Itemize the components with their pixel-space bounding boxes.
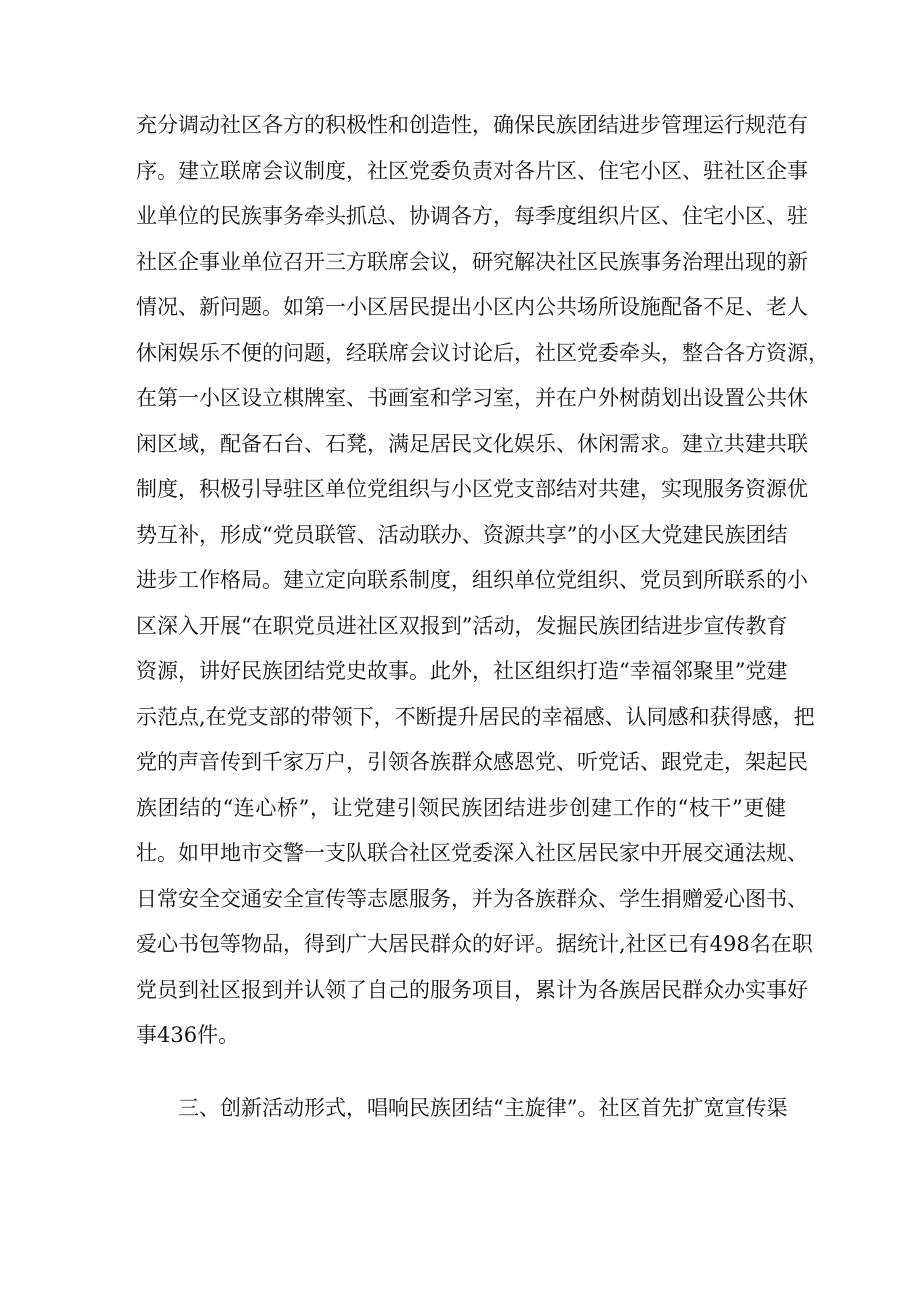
- text-line: 党的声音传到千家万户，引领各族群众感恩党、听党话、跟党走，架起民: [136, 750, 808, 774]
- text-line: 党员到社区报到并认领了自己的服务项目，累计为各族居民群众办实事好: [136, 977, 808, 1002]
- text-line: 进步工作格局。建立定向联系制度，组织单位党组织、党员到所联系的小: [136, 568, 808, 592]
- text-line: 资源，讲好民族团结党史故事。此外，社区组织打造“幸福邻聚里”党建: [136, 659, 788, 683]
- text-line: 情况、新问题。如第一小区居民提出小区内公共场所设施配备不足、老人: [136, 295, 808, 319]
- text-line: 爱心书包等物品，得到广大居民群众的好评。据统计,社区已有498名在职: [136, 932, 813, 956]
- text-line: 三、创新活动形式，唱响民族团结“主旋律”。社区首先扩宽宣传渠: [136, 1095, 788, 1120]
- text-line: 示范点,在党支部的带领下，不断提升居民的幸福感、认同感和获得感，把: [136, 704, 815, 729]
- text-line: 序。建立联席会议制度，社区党委负责对各片区、住宅小区、驻社区企事: [136, 158, 808, 183]
- paragraph-gap: [136, 1059, 786, 1086]
- paragraph-1: [136, 103, 829, 1059]
- text-line: 制度，积极引导驻区单位党组织与小区党支部结对共建，实现服务资源优: [136, 477, 808, 501]
- text-line: 休闲娱乐不便的问题，经联席会议讨论后，社区党委牵头，整合各方资源，: [136, 340, 829, 365]
- text-line: 闲区域，配备石台、石凳，满足居民文化娱乐、休闲需求。建立共建共联: [136, 431, 808, 456]
- text-line: 壮。如甲地市交警一支队联合社区党委深入社区居民家中开展交通法规、: [136, 841, 808, 865]
- text-line: 社区企事业单位召开三方联席会议，研究解决社区民族事务治理出现的新: [136, 249, 808, 274]
- text-line: 势互补，形成“党员联管、活动联办、资源共享”的小区大党建民族团结: [136, 522, 788, 547]
- text-line: 日常安全交通安全宣传等志愿服务，并为各族群众、学生捐赠爱心图书、: [136, 886, 808, 911]
- document-body: [136, 103, 829, 1131]
- text-line: 业单位的民族事务牵头抓总、协调各方，每季度组织片区、住宅小区、驻: [136, 204, 808, 228]
- text-line: 事436件。: [136, 1023, 240, 1047]
- paragraph-2: [136, 1086, 786, 1132]
- text-line: 区深入开展“在职党员进社区双报到”活动，发掘民族团结进步宣传教育: [136, 613, 788, 638]
- text-line: 充分调动社区各方的积极性和创造性，确保民族团结进步管理运行规范有: [136, 113, 808, 137]
- text-line: 族团结的“连心桥”，让党建引领民族团结进步创建工作的“枝干”更健: [136, 795, 786, 820]
- text-line: 在第一小区设立棋牌室、书画室和学习室，并在户外树荫划出设置公共休: [136, 386, 808, 410]
